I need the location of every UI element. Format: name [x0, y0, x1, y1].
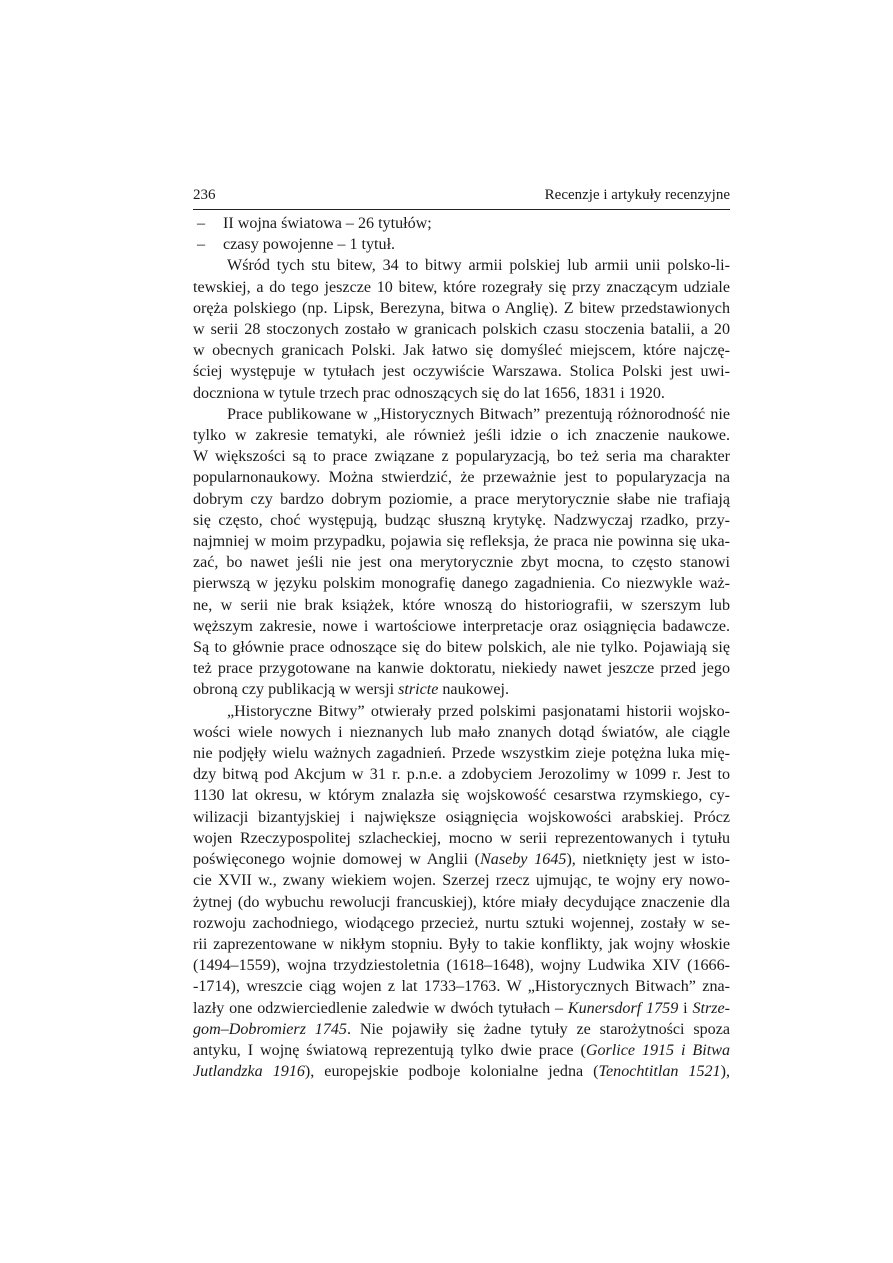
- text-line: ne, w serii nie brak książek, które wnoszą do historiografii, w szerszym lub: [193, 596, 730, 614]
- text-line: dzy bitwą pod Akcjum w 31 r. p.n.e. a zdobyciem Jerozolimy w 1099 r. Jest to: [193, 766, 730, 784]
- text-line: też prace przygotowane na kanwie doktoratu, niekiedy nawet jeszcze przed jego: [193, 660, 730, 678]
- page-number: 236: [193, 187, 216, 203]
- text-line: tylko w zakresie tematyki, ale również jeśli idzie o ich znaczenie naukowe.: [193, 427, 730, 445]
- text-line: wości wiele nowych i nieznanych lub mało znanych dotąd światów, ale ciągle: [193, 723, 730, 741]
- text-line: w obecnych granicach Polski. Jak łatwo się domyśleć miejscem, które najczę-: [193, 342, 730, 360]
- list-item: [193, 213, 730, 234]
- text-run: ),: [720, 1063, 730, 1081]
- text-line: Wśród tych stu bitew, 34 to bitwy armii polskiej lub armii unii polsko-li-: [227, 257, 730, 275]
- text-line: popularnonaukowy. Można stwierdzić, że przeważnie jest to popularyzacja na: [193, 469, 730, 487]
- list-item-text: II wojna światowa – 26 tytułów;: [223, 215, 432, 232]
- text-line: [193, 1019, 730, 1040]
- text-line: [193, 849, 730, 870]
- text-line: [193, 1061, 730, 1082]
- text-run: antyku, I wojnę światową reprezentują tylko dwie prace (: [193, 1041, 586, 1059]
- text-line: się często, choć występują, budząc słuszną krytykę. Nadzwyczaj rzadko, przy-: [193, 511, 730, 529]
- italic-title: Gorlice 1915 i Bitwa: [585, 1041, 730, 1059]
- text-line: [193, 679, 730, 700]
- text-line: „Historyczne Bitwy” otwierały przed polskimi pasjonatami historii wojsko-: [227, 702, 730, 720]
- running-header: [193, 183, 730, 210]
- text-line: (1494–1559), wojna trzydziestoletnia (1618–1648), wojny Ludwika XIV (1666-: [193, 957, 730, 975]
- text-line: tewskiej, a do tego jeszcze 10 bitew, które rozegrały się przy znaczącym udziale: [193, 278, 730, 296]
- text-line: rii zaprezentowane w nikłym stopniu. Były to takie konflikty, jak wojny włoskie: [193, 935, 730, 953]
- text-run: i: [678, 999, 693, 1017]
- italic-title: Tenochtitlan 1521: [598, 1063, 721, 1081]
- text-line: wojen Rzeczypospolitej szlacheckiej, mocno w serii reprezentowanych i tytułu: [193, 829, 730, 847]
- list-item: [193, 234, 730, 255]
- text-line: ściej występuje w tytułach jest oczywiście Warszawa. Stolica Polski jest uwi-: [193, 363, 730, 381]
- text-line: węższym zakresie, nowe i wartościowe interpretacje oraz osiągnięcia badawcze.: [193, 617, 730, 635]
- running-title: Recenzje i artykuły recenzyjne: [544, 187, 730, 203]
- italic-term: stricte: [398, 681, 439, 699]
- text-line: nie podjęły wielu ważnych zagadnień. Przede wszystkim zieje potężna luka mię-: [193, 745, 730, 763]
- text-line: najmniej w moim przypadku, pojawia się refleksja, że praca nie powinna się uka-: [193, 533, 730, 551]
- text-run: obroną czy publikacją w wersji: [193, 681, 399, 699]
- list-dash: –: [197, 215, 206, 232]
- text-line: -1714), wreszcie ciąg wojen z lat 1733–1763. W „Historycznych Bitwach” zna-: [193, 978, 730, 996]
- italic-title: Kunersdorf 1759: [567, 999, 679, 1017]
- text-run: ), nietknięty jest w isto-: [566, 851, 731, 869]
- list-dash: –: [197, 236, 206, 254]
- text-line: Prace publikowane w „Historycznych Bitwach” prezentują różnorodność nie: [227, 405, 730, 423]
- text-run: ), europejskie podboje kolonialne jedna (: [304, 1063, 599, 1081]
- paragraph: [193, 701, 730, 1083]
- text-line: pierwszą w języku polskim monografię danego zagadnienia. Co niezwykle waż-: [193, 575, 730, 593]
- text-line: doczniona w tytule trzech prac odnoszących się do lat 1656, 1831 i 1920.: [193, 384, 665, 402]
- body-text: [193, 213, 730, 1082]
- text-line: cie XVII w., zwany wiekiem wojen. Szerzej rzecz ujmując, te wojny ery nowo-: [193, 872, 730, 890]
- text-line: wilizacji bizantyjskiej i największe osiągnięcia wojskowości arabskiej. Prócz: [193, 808, 730, 826]
- italic-title: gom–Dobromierz 1745: [193, 1020, 347, 1038]
- text-line: żytnej (do wybuchu rewolucji francuskiej), które miały decydujące znaczenie dla: [193, 893, 730, 911]
- text-line: oręża polskiego (np. Lipsk, Berezyna, bitwa o Anglię). Z bitew przedstawionych: [193, 299, 730, 317]
- italic-title: Jutlandzka 1916: [193, 1063, 305, 1081]
- text-line: [193, 998, 730, 1019]
- text-run: lazły one odzwierciedlenie zaledwie w dwóch tytułach –: [193, 999, 568, 1017]
- italic-title: Strze-: [692, 999, 730, 1017]
- text-line: 1130 lat okresu, w którym znalazła się wojskowość cesarstwa rzymskiego, cy-: [193, 787, 730, 805]
- text-run: poświęconego wojnie domowej w Anglii (: [193, 851, 481, 869]
- text-run: . Nie pojawiły się żadne tytuły ze starożytności spoza: [346, 1020, 730, 1038]
- text-line: W większości są to prace związane z popularyzacją, bo też seria ma charakter: [193, 448, 730, 466]
- text-line: rozwoju zachodniego, wiodącego przecież, nurtu sztuki wojennej, zostały w se-: [193, 914, 730, 932]
- text-line: zać, bo nawet jeśli nie jest ona merytorycznie zbyt mocna, to często stanowi: [193, 554, 730, 572]
- text-line: [193, 1040, 730, 1061]
- italic-title: Naseby 1645: [480, 851, 567, 869]
- list-item-text: czasy powojenne – 1 tytuł.: [223, 236, 396, 254]
- paragraph: [193, 404, 730, 701]
- text-run: naukowej.: [438, 681, 509, 699]
- text-line: w serii 28 stoczonych zostało w granicach polskich czasu stoczenia batalii, a 20: [193, 321, 730, 339]
- paragraph: [193, 255, 730, 403]
- text-line: dobrym czy bardzo dobrym poziomie, a prace merytorycznie słabe nie trafiają: [193, 490, 730, 508]
- text-line: Są to głównie prace odnoszące się do bitew polskich, ale nie tylko. Pojawiają się: [193, 639, 730, 657]
